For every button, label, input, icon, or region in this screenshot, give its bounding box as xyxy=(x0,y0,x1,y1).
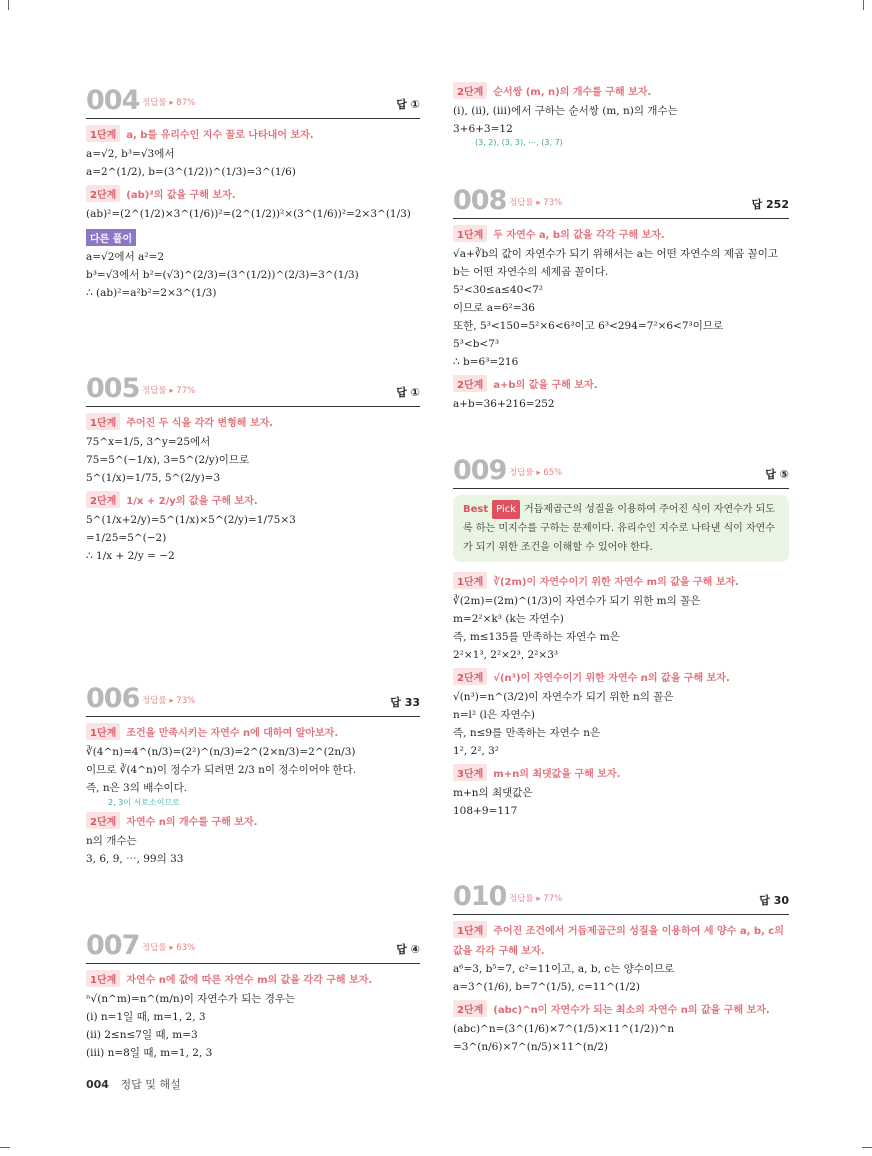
solution-line: a+b=36+216=252 xyxy=(453,398,555,410)
step-text: √(n³)이 자연수이기 위한 자연수 n의 값을 구해 보자. xyxy=(493,673,730,684)
solution-line: (ii) 2≤n≤7일 때, m=3 xyxy=(86,1029,198,1041)
step-heading xyxy=(453,668,789,685)
step-heading xyxy=(453,225,789,242)
solution-line: ∴ b=6³=216 xyxy=(453,356,519,368)
solution-line: =3^(n/6)×7^(n/5)×11^(n/2) xyxy=(453,1041,609,1053)
solution-line: 5²<30≤a≤40<7² xyxy=(453,284,543,296)
correct-rate: 정답률 ▸ 73% xyxy=(142,696,196,706)
correct-rate: 정답률 ▸ 63% xyxy=(142,943,196,953)
problem-number: 006 xyxy=(86,683,140,714)
solution-line: (abc)^n=(3^(1/6)×7^(1/5)×11^(1/2))^n xyxy=(453,1023,675,1035)
page-footer xyxy=(86,1076,181,1092)
step-tag: 3단계 xyxy=(453,764,487,781)
step-tag: 2단계 xyxy=(453,668,487,685)
best-badge: Best xyxy=(463,504,489,515)
solution-line: 5^(1/x+2/y)=5^(1/x)×5^(2/y)=1/75×3 xyxy=(86,514,296,526)
step-tag: 1단계 xyxy=(453,921,487,938)
step-heading xyxy=(453,375,789,392)
step-heading xyxy=(86,125,420,142)
answer-label: 답 ④ xyxy=(396,943,420,956)
step-tag: 1단계 xyxy=(86,125,120,142)
solution-line: n의 개수는 xyxy=(86,835,137,847)
step-heading xyxy=(86,413,420,430)
step-text: 1/x + 2/y의 값을 구해 보자. xyxy=(126,496,258,507)
problem-number: 008 xyxy=(453,185,507,216)
step-tag: 2단계 xyxy=(86,185,120,202)
problem-header xyxy=(86,930,420,964)
best-pick-text: 거듭제곱근의 성질을 이용하여 주어진 식이 자연수가 되도록 하는 미지수를 구하는 문제이다. 유리수인 지수로 나타낸 식이 자연수가 되기 위한 조건을 이해할 수 있어야 한다. xyxy=(463,504,775,553)
solution-line: =1/25=5^(−2) xyxy=(86,532,167,544)
step-tag: 2단계 xyxy=(86,491,120,508)
correct-rate: 정답률 ▸ 73% xyxy=(509,198,563,208)
solution-line: 또한, 5³<150=5²×6<6³이고 6³<294=7²×6<7³이므로 xyxy=(453,320,724,332)
solution-line: a=√2에서 a²=2 xyxy=(86,251,165,263)
solution-line: 75=5^(−1/x), 3=5^(2/y)이므로 xyxy=(86,454,250,466)
step-text: (ab)²의 값을 구해 보자. xyxy=(126,190,236,201)
solution-line: 즉, n≤9를 만족하는 자연수 n은 xyxy=(453,727,601,739)
step-heading xyxy=(453,764,789,781)
margin-note: 2, 3이 서로소이므로 xyxy=(108,798,180,807)
solution-line: b³=√3에서 b²=(√3)^(2/3)=(3^(1/2))^(2/3)=3^(1/3) xyxy=(86,269,359,281)
step-tag: 2단계 xyxy=(86,812,120,829)
solution-line: a=2^(1/2), b=(3^(1/2))^(1/3)=3^(1/6) xyxy=(86,166,296,178)
step-heading-continued xyxy=(453,942,789,957)
solution-line: 108+9=117 xyxy=(453,805,518,817)
crop-mark-bottom-left xyxy=(0,1137,10,1148)
step-tag: 2단계 xyxy=(453,375,487,392)
problem-005 xyxy=(86,373,420,565)
solution-line: ∴ 1/x + 2/y = −2 xyxy=(86,550,175,562)
problem-number: 007 xyxy=(86,930,140,961)
answer-label: 답 33 xyxy=(390,696,420,709)
solution-line: (ab)²=(2^(1/2)×3^(1/6))²=(2^(1/2))²×(3^(1/6))²=2×3^(1/3) xyxy=(86,208,411,220)
correct-rate: 정답률 ▸ 77% xyxy=(509,894,563,904)
problem-010 xyxy=(453,881,789,1056)
correct-rate: 정답률 ▸ 77% xyxy=(142,386,196,396)
problem-header xyxy=(86,683,420,717)
problem-number: 004 xyxy=(86,85,140,116)
pick-badge: Pick xyxy=(492,500,520,519)
step-tag: 1단계 xyxy=(86,413,120,430)
solution-line: ⁿ√(n^m)=n^(m/n)이 자연수가 되는 경우는 xyxy=(86,993,296,1005)
step-text: 주어진 조건에서 거듭제곱근의 성질을 이용하여 세 양수 a, b, c의 xyxy=(493,926,784,937)
answer-label: 답 ⑤ xyxy=(765,468,789,481)
problem-header xyxy=(453,185,789,219)
solution-line: 즉, m≤135를 만족하는 자연수 m은 xyxy=(453,631,620,643)
problem-008 xyxy=(453,185,789,413)
solution-line: ∛(2m)=(2m)^(1/3)이 자연수가 되기 위한 m의 꼴은 xyxy=(453,595,701,607)
step-tag: 2단계 xyxy=(453,1000,487,1017)
step-text: 값을 각각 구해 보자. xyxy=(453,946,545,957)
problem-007-continued xyxy=(453,78,789,147)
step-tag: 2단계 xyxy=(453,82,487,99)
best-pick-box xyxy=(453,495,789,562)
problem-number: 005 xyxy=(86,373,140,404)
solution-line: 즉, n은 3의 배수이다. xyxy=(86,782,188,794)
crop-mark-top-left xyxy=(8,0,19,10)
problem-header xyxy=(453,881,789,915)
problem-009 xyxy=(453,455,789,820)
step-tag: 1단계 xyxy=(453,572,487,589)
step-heading xyxy=(86,970,420,987)
solution-line: 5^(1/x)=1/75, 5^(2/y)=3 xyxy=(86,472,221,484)
step-tag: 1단계 xyxy=(86,970,120,987)
solution-line: 3, 6, 9, ⋯, 99의 33 xyxy=(86,853,184,865)
solution-line: (i), (ii), (iii)에서 구하는 순서쌍 (m, n)의 개수는 xyxy=(453,105,678,117)
solution-line: 이므로 ∛(4^n)이 정수가 되려면 2/3 n이 정수이어야 한다. xyxy=(86,764,357,776)
problem-header xyxy=(453,455,789,489)
solution-line: ∛(4^n)=4^(n/3)=(2²)^(n/3)=2^(2×n/3)=2^(2n/3) xyxy=(86,746,356,758)
solution-line: 3+6+3=12 xyxy=(453,123,513,135)
step-tag: 1단계 xyxy=(453,225,487,242)
footer-label: 정답 및 해설 xyxy=(120,1078,181,1091)
solution-line: a=3^(1/6), b=7^(1/5), c=11^(1/2) xyxy=(453,981,640,993)
solution-line: √(n³)=n^(3/2)이 자연수가 되기 위한 n의 꼴은 xyxy=(453,691,674,703)
answer-label: 답 ① xyxy=(396,386,420,399)
step-text: a+b의 값을 구해 보자. xyxy=(493,380,598,391)
solution-line: n=l² (l은 자연수) xyxy=(453,709,535,721)
step-text: 순서쌍 (m, n)의 개수를 구해 보자. xyxy=(493,87,652,98)
solution-line: a⁶=3, b⁵=7, c²=11이고, a, b, c는 양수이므로 xyxy=(453,963,675,975)
problem-header xyxy=(86,373,420,407)
crop-mark-bottom-right xyxy=(862,1137,872,1148)
step-text: ∛(2m)이 자연수이기 위한 자연수 m의 값을 구해 보자. xyxy=(493,577,739,588)
step-heading xyxy=(453,572,789,589)
step-text: m+n의 최댓값을 구해 보자. xyxy=(493,769,621,780)
step-heading xyxy=(453,1000,789,1017)
step-text: 두 자연수 a, b의 값을 각각 구해 보자. xyxy=(493,230,665,241)
step-heading xyxy=(86,812,420,829)
crop-mark-top-right xyxy=(853,0,864,10)
solution-line: 75^x=1/5, 3^y=25에서 xyxy=(86,436,211,448)
solution-line: m=2²×k³ (k는 자연수) xyxy=(453,613,564,625)
step-text: 자연수 n의 개수를 구해 보자. xyxy=(126,817,258,828)
step-heading xyxy=(86,723,420,740)
solution-line: 2²×1³, 2²×2³, 2²×3³ xyxy=(453,649,559,661)
step-heading xyxy=(86,491,420,508)
solution-line: m+n의 최댓값은 xyxy=(453,787,533,799)
problem-006 xyxy=(86,683,420,868)
alternate-solution-badge: 다른 풀이 xyxy=(86,229,136,246)
problem-007 xyxy=(86,930,420,1062)
solution-line: ∴ (ab)²=a²b²=2×3^(1/3) xyxy=(86,287,217,299)
step-text: 조건을 만족시키는 자연수 n에 대하여 알아보자. xyxy=(126,728,339,739)
solution-line: a=√2, b³=√3에서 xyxy=(86,148,175,160)
answer-label: 답 30 xyxy=(759,894,789,907)
step-heading xyxy=(453,82,789,99)
step-heading xyxy=(453,921,789,938)
margin-note: (3, 2), (3, 3), ⋯, (3, 7) xyxy=(475,138,563,147)
solution-line: b는 어떤 자연수의 세제곱 꼴이다. xyxy=(453,266,609,278)
step-text: a, b를 유리수인 지수 꼴로 나타내어 보자. xyxy=(126,130,314,141)
solution-line: (iii) n=8일 때, m=1, 2, 3 xyxy=(86,1047,213,1059)
correct-rate: 정답률 ▸ 87% xyxy=(142,98,196,108)
problem-header xyxy=(86,85,420,119)
problem-004 xyxy=(86,85,420,302)
step-heading xyxy=(86,185,420,202)
solution-line: √a+∛b의 값이 자연수가 되기 위해서는 a는 어떤 자연수의 제곱 꼴이고 xyxy=(453,248,779,260)
correct-rate: 정답률 ▸ 65% xyxy=(509,468,563,478)
step-text: 자연수 n에 값에 따른 자연수 m의 값을 각각 구해 보자. xyxy=(126,975,373,986)
step-tag: 1단계 xyxy=(86,723,120,740)
answer-label: 답 252 xyxy=(751,198,789,211)
step-text: 주어진 두 식을 각각 변형해 보자. xyxy=(126,418,274,429)
solution-line: 5³<b<7³ xyxy=(453,338,500,350)
solution-line: (i) n=1일 때, m=1, 2, 3 xyxy=(86,1011,206,1023)
problem-number: 010 xyxy=(453,881,507,912)
step-text: (abc)^n이 자연수가 되는 최소의 자연수 n의 값을 구해 보자. xyxy=(493,1005,770,1016)
solution-line: 이므로 a=6²=36 xyxy=(453,302,535,314)
answer-label: 답 ① xyxy=(396,98,420,111)
page-number: 004 xyxy=(86,1078,109,1091)
problem-number: 009 xyxy=(453,455,507,486)
solution-line: 1², 2², 3² xyxy=(453,745,500,757)
